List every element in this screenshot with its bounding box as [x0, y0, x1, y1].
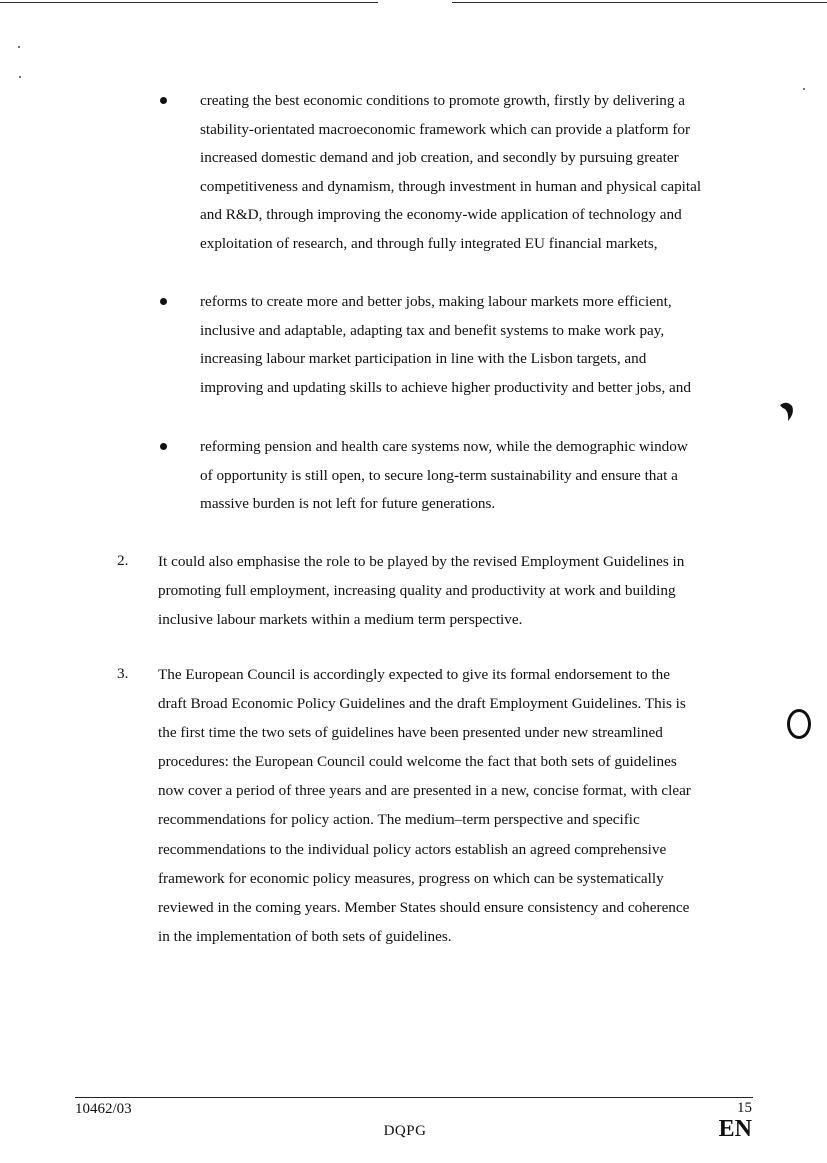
text-line: inclusive and adaptable, adapting tax and benefit systems to make work pay, [200, 321, 665, 339]
top-rule-right [452, 2, 827, 3]
text-line: now cover a period of three years and are presented in a new, concise format, with clear [158, 782, 691, 800]
bullet-dot-icon [160, 97, 167, 104]
text-line: procedures: the European Council could welcome the fact that both sets of guidelines [158, 753, 677, 771]
text-line: stability-orientated macroeconomic framework which can provide a platform for [200, 120, 691, 138]
page-number: 15 [737, 1100, 752, 1116]
scan-speck-icon [803, 88, 805, 90]
scan-mark-circle-icon [787, 709, 811, 739]
bullet-text [200, 433, 760, 519]
scan-speck-icon [18, 46, 20, 48]
text-line: inclusive labour markets within a medium term perspective. [158, 611, 523, 629]
text-line: the first time the two sets of guidelines have been presented under new streamlined [158, 724, 663, 742]
text-line: increased domestic demand and job creation, and secondly by pursuing greater [200, 149, 679, 167]
footer-rule [75, 1097, 753, 1098]
paragraph-number: 3. [117, 665, 129, 682]
bullet-text [200, 288, 760, 402]
paragraph-text [158, 547, 756, 634]
scan-mark-hook-icon [777, 400, 795, 422]
text-line: competitiveness and dynamism, through investment in human and physical capital [200, 177, 702, 195]
text-line: reforms to create more and better jobs, making labour markets more efficient, [200, 293, 672, 310]
bullet-dot-icon [160, 443, 167, 450]
paragraph-number: 2. [117, 552, 129, 569]
document-number: 10462/03 [75, 1101, 132, 1117]
text-line: recommendations to the individual policy actors establish an agreed comprehensive [158, 840, 667, 858]
text-line: The European Council is accordingly expected to give its formal endorsement to the [158, 666, 670, 683]
top-rule-left [0, 2, 378, 3]
text-line: of opportunity is still open, to secure long-term sustainability and ensure that a [200, 466, 678, 484]
text-line: recommendations for policy action. The medium–term perspective and specific [158, 811, 640, 829]
text-line: and R&D, through improving the economy-wide application of technology and [200, 206, 682, 224]
text-line: massive burden is not left for future generations. [200, 495, 496, 513]
text-line: in the implementation of both sets of guidelines. [158, 927, 452, 945]
text-line: draft Broad Economic Policy Guidelines and the draft Employment Guidelines. This is [158, 695, 686, 713]
text-line: creating the best economic conditions to promote growth, firstly by delivering a [200, 92, 686, 109]
text-line: exploitation of research, and through fully integrated EU financial markets, [200, 234, 658, 252]
bullet-dot-icon [160, 298, 167, 305]
text-line: It could also emphasise the role to be played by the revised Employment Guidelines in [158, 553, 685, 570]
scan-speck-icon [19, 76, 21, 78]
text-line: improving and updating skills to achieve higher productivity and better jobs, and [200, 378, 691, 396]
text-line: reviewed in the coming years. Member States should ensure consistency and coherence [158, 898, 690, 916]
text-line: framework for economic policy measures, progress on which can be systematically [158, 869, 664, 887]
language-code: EN [718, 1116, 752, 1142]
text-line: promoting full employment, increasing quality and productivity at work and building [158, 582, 676, 600]
bullet-text [200, 87, 760, 259]
department-code: DQPG [383, 1123, 427, 1139]
text-line: increasing labour market participation in line with the Lisbon targets, and [200, 350, 647, 368]
paragraph-text [158, 660, 756, 951]
text-line: reforming pension and health care systems now, while the demographic window [200, 438, 688, 455]
